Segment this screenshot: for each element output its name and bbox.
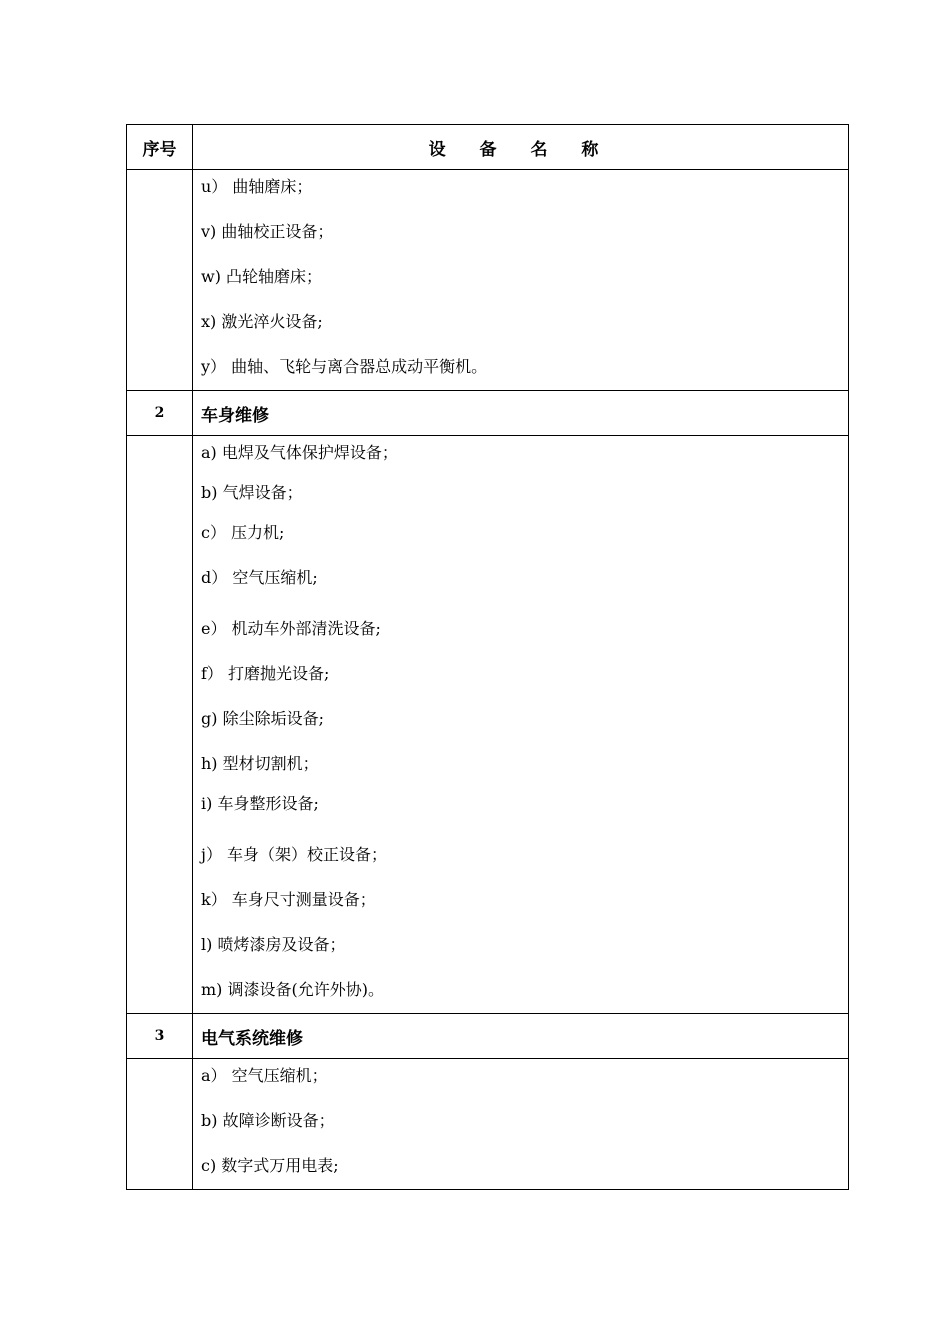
list-item: j） 车身（架）校正设备； bbox=[201, 845, 388, 864]
list-item: m) 调漆设备(允许外协)。 bbox=[201, 980, 384, 999]
equipment-table bbox=[126, 124, 849, 1190]
group2-row bbox=[127, 436, 849, 1014]
table-header-row bbox=[127, 125, 849, 170]
list-item: v) 曲轴校正设备； bbox=[201, 222, 334, 241]
header-name: 设 备 名 称 bbox=[193, 125, 849, 170]
list-item: l) 喷烤漆房及设备； bbox=[201, 935, 346, 954]
group1-num-cell bbox=[127, 170, 193, 391]
list-item: h) 型材切割机； bbox=[201, 754, 319, 773]
group2-list bbox=[193, 436, 849, 1014]
list-item: d） 空气压缩机; bbox=[201, 568, 318, 587]
list-item: f） 打磨抛光设备; bbox=[201, 664, 330, 683]
list-item: e） 机动车外部清洗设备; bbox=[201, 619, 381, 638]
list-item: b) 气焊设备； bbox=[201, 483, 303, 502]
section-number: 2 bbox=[127, 391, 193, 436]
group3-num-cell bbox=[127, 1059, 193, 1190]
list-item: g) 除尘除垢设备; bbox=[201, 709, 324, 728]
list-item: w) 凸轮轴磨床； bbox=[201, 267, 323, 286]
header-num: 序号 bbox=[127, 125, 193, 170]
list-item: c) 数字式万用电表; bbox=[201, 1156, 339, 1175]
section-title: 车身维修 bbox=[193, 391, 849, 436]
group3-list bbox=[193, 1059, 849, 1190]
section-title: 电气系统维修 bbox=[193, 1014, 849, 1059]
group3-row bbox=[127, 1059, 849, 1190]
list-item: c） 压力机; bbox=[201, 523, 285, 542]
group1-list bbox=[193, 170, 849, 391]
list-item: a） 空气压缩机； bbox=[201, 1066, 328, 1085]
list-item: a) 电焊及气体保护焊设备； bbox=[201, 443, 398, 462]
list-item: u） 曲轴磨床； bbox=[201, 177, 313, 196]
section-row-2 bbox=[127, 391, 849, 436]
section-row-3 bbox=[127, 1014, 849, 1059]
list-item: k） 车身尺寸测量设备； bbox=[201, 890, 376, 909]
list-item: x) 激光淬火设备; bbox=[201, 312, 323, 331]
list-item: i) 车身整形设备; bbox=[201, 794, 319, 813]
section-number: 3 bbox=[127, 1014, 193, 1059]
group2-num-cell bbox=[127, 436, 193, 1014]
group1-row bbox=[127, 170, 849, 391]
list-item: b) 故障诊断设备； bbox=[201, 1111, 335, 1130]
list-item: y） 曲轴、飞轮与离合器总成动平衡机。 bbox=[201, 357, 488, 376]
